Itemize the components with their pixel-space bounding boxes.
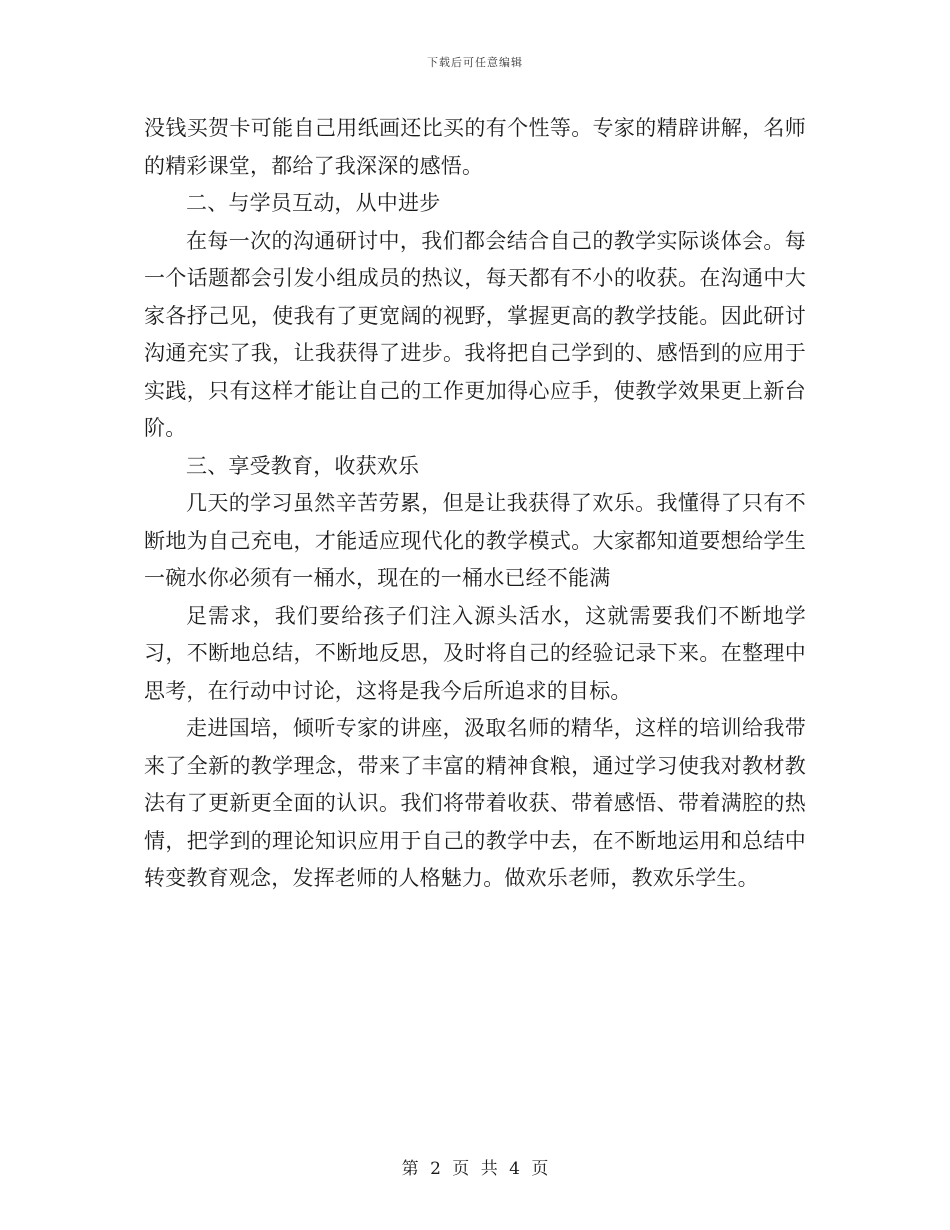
paragraph: 在每一次的沟通研讨中，我们都会结合自己的教学实际谈体会。每一个话题都会引发小组成员的热议，每天都有不小的收获。在沟通中大家各抒己见，使我有了更宽阔的视野，掌握更高的教学技能。因此研讨沟通充实了我，让我获得了进步。我将把自己学到的、感悟到的应用于实践，只有这样才能让自己的工作更加得心应手，使教学效果更上新台阶。 <box>144 228 806 440</box>
paragraph: 几天的学习虽然辛苦劳累，但是让我获得了欢乐。我懂得了只有不断地为自己充电，才能适应现代化的教学模式。大家都知道要想给学生一碗水你必须有一桶水，现在的一桶水已经不能满 <box>144 491 806 590</box>
paragraph: 足需求，我们要给孩子们注入源头活水，这就需要我们不断地学习，不断地总结，不断地反思，及时将自己的经验记录下来。在整理中思考，在行动中讨论，这将是我今后所追求的目标。 <box>144 603 806 703</box>
section-heading-3: 三、享受教育，收获欢乐 <box>186 453 420 478</box>
document-body <box>144 110 806 898</box>
paragraph-continuation: 没钱买贺卡可能自己用纸画还比买的有个性等。专家的精辟讲解，名师的精彩课堂，都给了我深深的感悟。 <box>144 116 806 178</box>
page-number: 第 2 页 共 4 页 <box>401 1159 549 1179</box>
header-note: 下载后可任意编辑 <box>427 56 523 69</box>
section-heading-2: 二、与学员互动，从中进步 <box>186 191 441 215</box>
paragraph: 走进国培，倾听专家的讲座，汲取名师的精华，这样的培训给我带来了全新的教学理念，带来了丰富的精神食粮，通过学习使我对教材教法有了更新更全面的认识。我们将带着收获、带着感悟、带着满腔的热情，把学到的理论知识应用于自己的教学中去，在不断地运用和总结中转变教育观念，发挥老师的人格魅力。做欢乐老师，教欢乐学生。 <box>144 716 806 890</box>
